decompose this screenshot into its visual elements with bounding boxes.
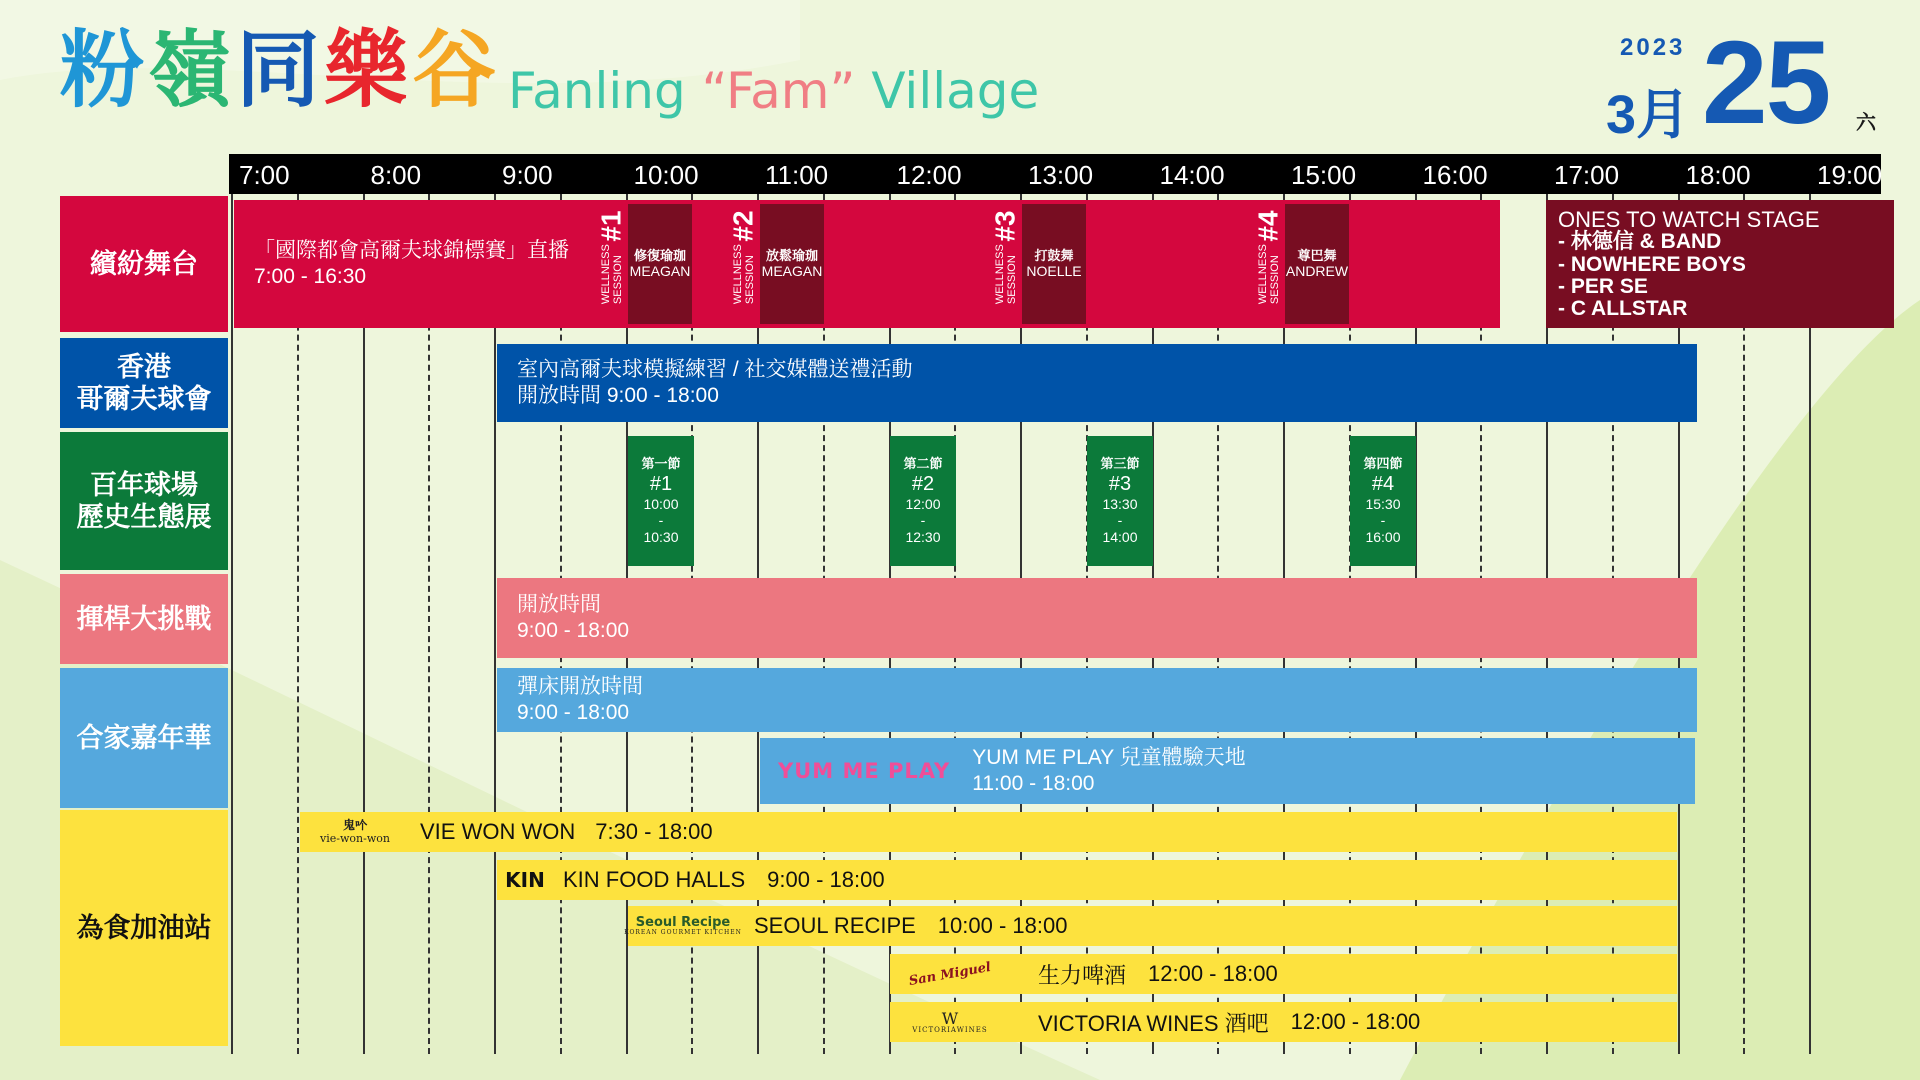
wellness-session-1 <box>628 204 692 324</box>
title-english <box>508 62 1040 120</box>
row-label-text: 歷史生態展 <box>76 502 212 532</box>
history-num: #2 <box>911 472 935 495</box>
wellness-label: WELLNESS SESSION <box>993 244 1018 304</box>
history-dash: - <box>658 512 664 529</box>
time-tick: 7:00 <box>239 160 290 190</box>
history-title: 第三節 <box>1100 456 1140 471</box>
bounce-bar <box>497 668 1697 732</box>
wellness-num: #3 <box>989 210 1021 242</box>
history-session-1 <box>628 436 694 566</box>
session-person: ANDREW <box>1285 263 1349 280</box>
swing-bar <box>497 578 1697 658</box>
wellness-marker-2 <box>727 206 759 322</box>
logo-top: Seoul Recipe <box>635 914 731 930</box>
date-year: 2023 <box>1620 34 1686 61</box>
row-label-text: 繽紛舞台 <box>90 248 198 279</box>
time-tick: 9:00 <box>502 160 553 190</box>
ones-to-watch-bar <box>1546 200 1894 328</box>
row-label-text: 合家嘉年華 <box>76 722 212 753</box>
row-label-swing <box>60 574 228 664</box>
row-label-golf <box>60 338 228 428</box>
history-start: 10:00 <box>643 495 679 512</box>
wellness-num: #2 <box>727 210 759 242</box>
history-end: 10:30 <box>643 529 679 546</box>
time-tick: 15:00 <box>1291 160 1357 190</box>
ones-title: ONES TO WATCH STAGE <box>1558 207 1820 233</box>
hour-gridline <box>231 194 233 1054</box>
logo-bottom: VICTORIAWINES <box>912 1025 988 1034</box>
session-person: MEAGAN <box>629 263 691 280</box>
time-tick: 8:00 <box>370 160 422 190</box>
date-month: 3月 <box>1606 85 1691 145</box>
wellness-label: WELLNESS SESSION <box>731 244 756 304</box>
yum-bar <box>760 738 1695 804</box>
viewonwon-logo <box>300 819 410 844</box>
title-char: 樂 <box>324 21 413 119</box>
history-dash: - <box>1380 512 1386 529</box>
vendor-time: 7:30 - 18:00 <box>595 819 713 844</box>
yum-line2: 11:00 - 18:00 <box>972 772 1095 795</box>
ones-act: - PER SE <box>1558 274 1648 298</box>
row-label-food <box>60 810 228 1046</box>
time-tick: 18:00 <box>1685 160 1751 190</box>
vendor-name: VICTORIA WINES 酒吧 <box>1038 1010 1269 1036</box>
san-miguel-logo: San Miguel <box>907 959 993 989</box>
yum-logo: YUM ME PLAY <box>778 758 951 783</box>
row-label-carnival <box>60 668 228 808</box>
title-en-pre: Fanling <box>508 62 686 120</box>
golf-line1: 室內高爾夫球模擬練習 / 社交媒體送禮活動 <box>517 357 913 381</box>
golf-line2: 開放時間 9:00 - 18:00 <box>517 384 719 407</box>
title-char: 谷 <box>412 21 501 119</box>
session-name: 打鼓舞 <box>1034 247 1074 263</box>
time-tick: 12:00 <box>896 160 962 190</box>
history-title: 第一節 <box>641 456 681 471</box>
time-tick: 16:00 <box>1422 160 1488 190</box>
bounce-line1: 彈床開放時間 <box>517 674 643 698</box>
history-end: 12:30 <box>905 529 941 546</box>
wellness-marker-1 <box>595 206 627 322</box>
wellness-marker-3 <box>989 206 1021 322</box>
time-tick: 13:00 <box>1028 160 1094 190</box>
date-weekday: 六 <box>1856 112 1876 134</box>
history-end: 16:00 <box>1365 529 1401 546</box>
vendor-name: VIE WON WON <box>420 819 576 844</box>
logo-top: W <box>941 1008 959 1028</box>
time-tick: 11:00 <box>765 160 829 190</box>
session-name: 尊巴舞 <box>1297 247 1337 263</box>
logo-top: 鬼𠮶 <box>342 818 367 833</box>
date-day: 25 <box>1702 17 1830 149</box>
time-tick: 14:00 <box>1159 160 1225 190</box>
food-row-sanmiguel <box>890 954 1677 994</box>
stage-main-title: 「國際都會高爾夫球錦標賽」直播 <box>254 238 569 262</box>
history-end: 14:00 <box>1102 529 1138 546</box>
wellness-label: WELLNESS SESSION <box>1256 244 1281 304</box>
ones-act: - 林德信 & BAND <box>1558 230 1722 254</box>
wellness-session-3 <box>1022 204 1086 324</box>
time-tick: 19:00 <box>1817 160 1883 190</box>
title-en-post: Village <box>871 62 1040 120</box>
swing-line2: 9:00 - 18:00 <box>517 619 630 642</box>
history-title: 第四節 <box>1363 456 1403 471</box>
row-label-text: 為食加油站 <box>76 912 212 943</box>
title-en-fam: “Fam” <box>701 62 856 120</box>
wellness-session-4 <box>1285 204 1349 324</box>
yum-line1: YUM ME PLAY 兒童體驗天地 <box>972 745 1246 769</box>
food-row-kin <box>497 860 1677 900</box>
swing-line1: 開放時間 <box>517 592 601 616</box>
row-label-text: 香港 <box>117 351 171 382</box>
session-person: NOELLE <box>1026 263 1082 280</box>
vendor-name: 生力啤酒 <box>1038 962 1127 988</box>
history-start: 15:30 <box>1365 495 1401 512</box>
ones-act: - C ALLSTAR <box>1558 296 1688 320</box>
bounce-line2: 9:00 - 18:00 <box>517 701 630 724</box>
golf-bar <box>497 344 1697 422</box>
title-char: 同 <box>236 21 325 119</box>
wellness-session-2 <box>760 204 824 324</box>
row-label-text: 揮桿大挑戰 <box>76 603 212 634</box>
wellness-num: #1 <box>595 210 627 242</box>
time-tick: 10:00 <box>633 160 699 190</box>
history-num: #3 <box>1108 472 1132 495</box>
seoul-recipe-logo <box>624 914 742 937</box>
vendor-time: 12:00 - 18:00 <box>1290 1009 1421 1034</box>
session-person: MEAGAN <box>761 263 823 280</box>
row-label-text: 哥爾夫球會 <box>76 384 212 414</box>
time-tick: 17:00 <box>1554 160 1620 190</box>
history-start: 13:30 <box>1102 495 1138 512</box>
vendor-time: 12:00 - 18:00 <box>1148 961 1278 986</box>
title-char: 粉 <box>60 21 149 119</box>
row-label-text: 百年球場 <box>90 469 198 500</box>
title-chinese <box>60 21 501 119</box>
wellness-num: #4 <box>1252 210 1284 242</box>
ones-act: - NOWHERE BOYS <box>1558 252 1746 276</box>
history-session-2 <box>890 436 956 566</box>
vendor-name: KIN FOOD HALLS <box>563 867 746 892</box>
logo-bottom: vie-won-won <box>320 831 390 845</box>
kin-logo: KIN <box>505 868 545 892</box>
vendor-name: SEOUL RECIPE <box>754 913 916 938</box>
vendor-time: 9:00 - 18:00 <box>767 867 885 892</box>
logo-bottom: KOREAN GOURMET KITCHEN <box>624 928 742 936</box>
stage-main-time: 7:00 - 16:30 <box>254 265 367 288</box>
wellness-marker-4 <box>1252 206 1284 322</box>
history-dash: - <box>920 512 926 529</box>
history-num: #4 <box>1371 472 1395 495</box>
history-dash: - <box>1117 512 1123 529</box>
history-start: 12:00 <box>905 495 941 512</box>
history-session-4 <box>1350 436 1416 566</box>
row-label-history <box>60 432 228 570</box>
wellness-label: WELLNESS SESSION <box>599 244 624 304</box>
history-num: #1 <box>649 472 673 495</box>
row-label-stage <box>60 196 228 332</box>
food-row-victoria <box>890 1002 1677 1042</box>
food-row-viewonwon <box>300 812 1677 852</box>
session-name: 修復瑜珈 <box>633 247 686 263</box>
vendor-time: 10:00 - 18:00 <box>937 913 1068 938</box>
food-row-seoul <box>624 906 1677 946</box>
title-char: 嶺 <box>148 21 237 119</box>
history-session-3 <box>1087 436 1153 566</box>
session-name: 放鬆瑜珈 <box>765 247 818 263</box>
history-title: 第二節 <box>903 456 943 471</box>
victoria-wines-logo <box>890 1008 1010 1034</box>
